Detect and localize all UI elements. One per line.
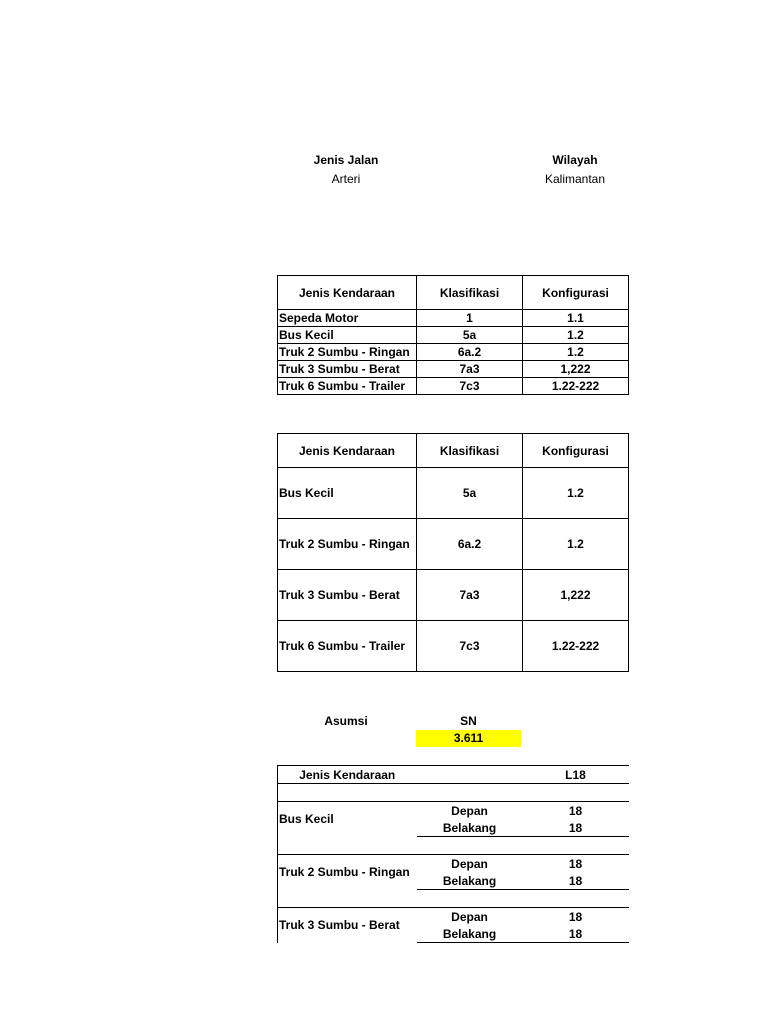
cell-konfigurasi: 1.2 bbox=[523, 327, 629, 344]
col-jenis-kendaraan: Jenis Kendaraan bbox=[278, 434, 417, 468]
cell-klasifikasi: 6a.2 bbox=[417, 519, 523, 570]
col-klasifikasi: Klasifikasi bbox=[417, 434, 523, 468]
table-row bbox=[278, 310, 629, 327]
wilayah-value: Kalimantan bbox=[544, 172, 606, 186]
col-klasifikasi: Klasifikasi bbox=[417, 276, 523, 310]
vehicle-table-expanded bbox=[277, 433, 629, 672]
cell-belakang: Belakang bbox=[417, 925, 523, 943]
cell-depan: Depan bbox=[451, 856, 488, 871]
vehicle-table-compact bbox=[277, 275, 629, 395]
table-row bbox=[278, 855, 629, 873]
jenis-jalan-value: Arteri bbox=[331, 172, 361, 186]
sn-value: 3.611 bbox=[453, 731, 484, 745]
cell-jenis: Truk 3 Sumbu - Berat bbox=[278, 908, 417, 943]
table-row bbox=[278, 327, 629, 344]
sn-value-cell[interactable] bbox=[416, 730, 521, 747]
col-konfigurasi: Konfigurasi bbox=[523, 434, 629, 468]
cell-klasifikasi: 7a3 bbox=[417, 361, 523, 378]
cell-klasifikasi: 7a3 bbox=[417, 570, 523, 621]
cell-jenis: Truk 2 Sumbu - Ringan bbox=[278, 344, 417, 361]
cell-jenis: Truk 3 Sumbu - Berat bbox=[278, 361, 417, 378]
table-row bbox=[278, 378, 629, 395]
table-row bbox=[278, 361, 629, 378]
cell-konfigurasi: 1.1 bbox=[523, 310, 629, 327]
cell-depan-value: 18 bbox=[568, 909, 583, 924]
table-row bbox=[278, 621, 629, 672]
cell-konfigurasi: 1.2 bbox=[523, 344, 629, 361]
wilayah-label: Wilayah bbox=[552, 153, 598, 167]
spacer-row bbox=[278, 890, 629, 908]
cell-jenis: Truk 6 Sumbu - Trailer bbox=[278, 621, 417, 672]
cell-depan-value: 18 bbox=[523, 802, 629, 820]
cell-jenis: Truk 2 Sumbu - Ringan bbox=[278, 855, 417, 890]
cell-jenis: Truk 2 Sumbu - Ringan bbox=[278, 519, 417, 570]
col-jenis-kendaraan: Jenis Kendaraan bbox=[278, 766, 417, 784]
cell-belakang-value: 18 bbox=[523, 819, 629, 837]
cell-jenis: Truk 3 Sumbu - Berat bbox=[278, 570, 417, 621]
cell-depan: Depan bbox=[451, 909, 488, 924]
col-konfigurasi: Konfigurasi bbox=[523, 276, 629, 310]
cell-belakang: Belakang bbox=[417, 872, 523, 890]
cell-jenis: Bus Kecil bbox=[278, 468, 417, 519]
asumsi-label: Asumsi bbox=[324, 714, 368, 728]
cell-konfigurasi: 1,222 bbox=[523, 570, 629, 621]
cell-jenis: Bus Kecil bbox=[278, 802, 417, 837]
cell-jenis: Sepeda Motor bbox=[278, 310, 417, 327]
cell-konfigurasi: 1.22-222 bbox=[523, 621, 629, 672]
cell-konfigurasi: 1.22-222 bbox=[523, 378, 629, 395]
cell-klasifikasi: 5a bbox=[417, 468, 523, 519]
spacer-row bbox=[278, 784, 629, 802]
cell-klasifikasi: 6a.2 bbox=[417, 344, 523, 361]
cell-klasifikasi: 7c3 bbox=[417, 621, 523, 672]
table-row bbox=[278, 519, 629, 570]
col-jenis-kendaraan: Jenis Kendaraan bbox=[278, 276, 417, 310]
cell-belakang: Belakang bbox=[417, 819, 523, 837]
cell-belakang-value: 18 bbox=[523, 872, 629, 890]
table-row bbox=[278, 908, 629, 926]
sn-label: SN bbox=[460, 714, 477, 728]
cell-konfigurasi: 1.2 bbox=[523, 468, 629, 519]
cell-klasifikasi: 7c3 bbox=[417, 378, 523, 395]
table-row bbox=[278, 570, 629, 621]
cell-konfigurasi: 1.2 bbox=[523, 519, 629, 570]
table-row bbox=[278, 344, 629, 361]
cell-klasifikasi: 5a bbox=[417, 327, 523, 344]
col-l18: L18 bbox=[523, 766, 629, 784]
table-header-row bbox=[278, 766, 629, 784]
cell-klasifikasi: 1 bbox=[417, 310, 523, 327]
jenis-jalan-label: Jenis Jalan bbox=[313, 153, 379, 167]
table-row bbox=[278, 802, 629, 820]
table-header-row bbox=[278, 434, 629, 468]
header-spacer bbox=[417, 766, 523, 784]
cell-depan: Depan bbox=[417, 802, 523, 820]
table-row bbox=[278, 468, 629, 519]
cell-jenis: Truk 6 Sumbu - Trailer bbox=[278, 378, 417, 395]
cell-jenis: Bus Kecil bbox=[278, 327, 417, 344]
cell-belakang-value: 18 bbox=[523, 925, 629, 943]
cell-konfigurasi: 1,222 bbox=[523, 361, 629, 378]
table-header-row bbox=[278, 276, 629, 310]
cell-depan-value: 18 bbox=[568, 856, 583, 871]
spacer-row bbox=[278, 837, 629, 855]
l18-table bbox=[277, 765, 629, 943]
